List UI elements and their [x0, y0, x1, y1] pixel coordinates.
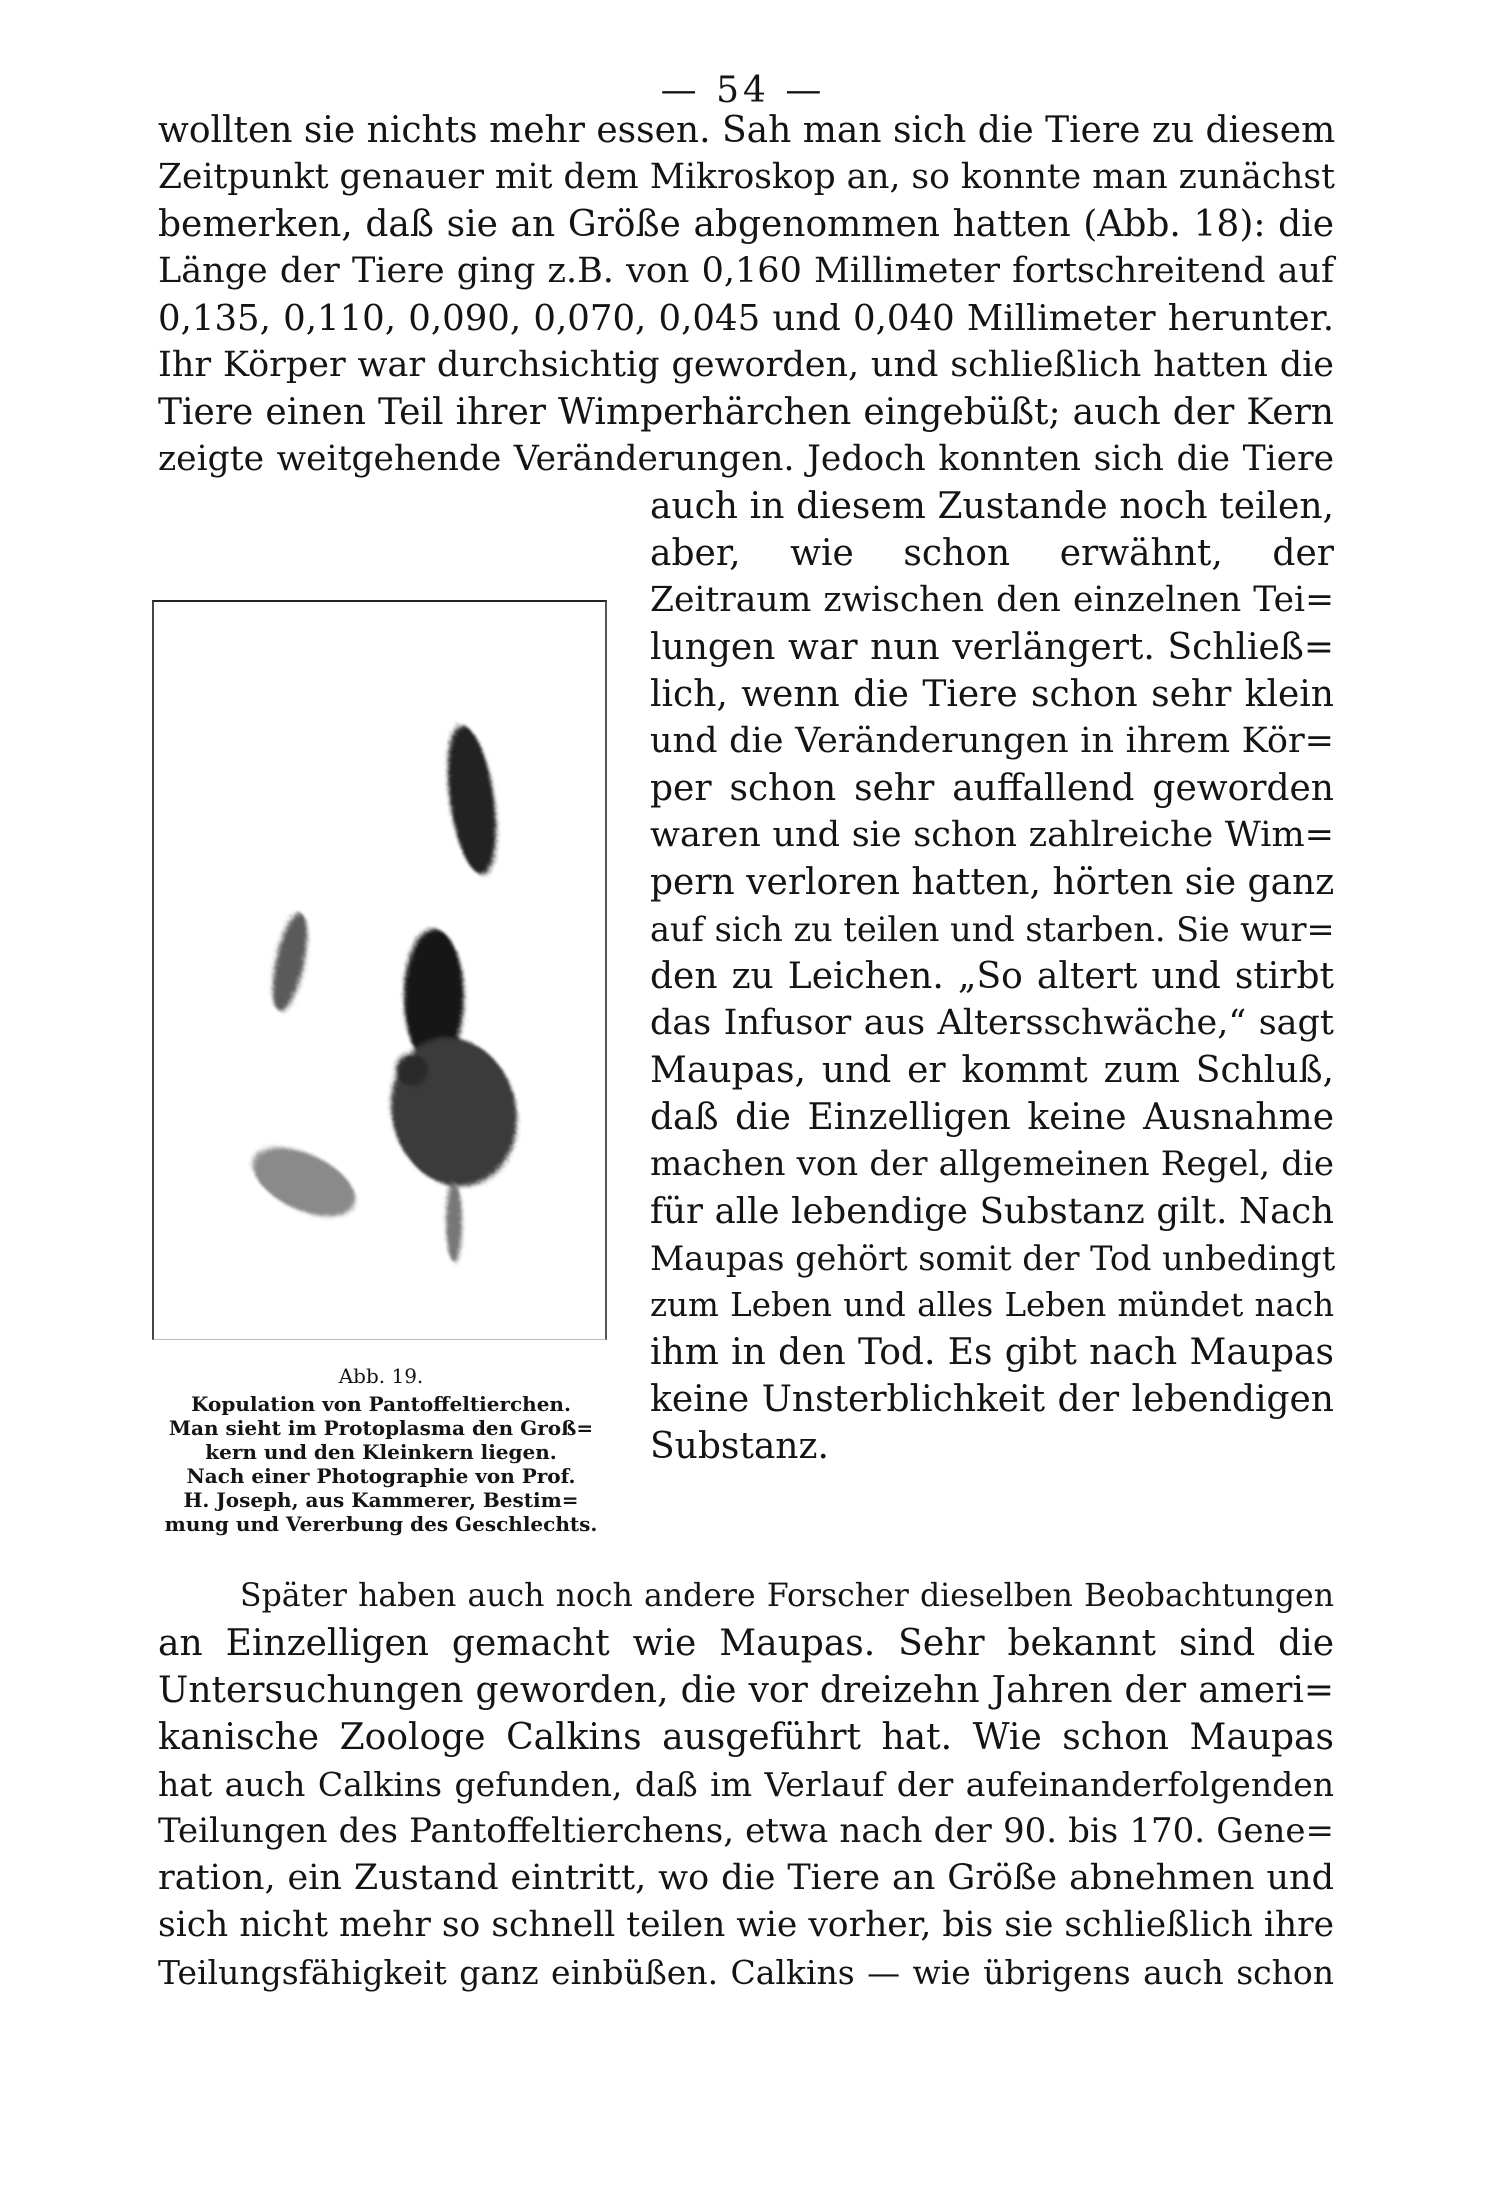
- figure-caption-line: kern und den Kleinkern liegen.: [205, 1440, 557, 1464]
- text-line: kanische Zoologe Calkins ausgeführt hat. Wie schon Maupas: [158, 1717, 1334, 1758]
- text-line: auch in diesem Zustande noch teilen,: [650, 486, 1334, 527]
- text-line: ration, ein Zustand eintritt, wo die Tiere an Größe abnehmen und: [158, 1858, 1334, 1898]
- text-line: waren und sie schon zahlreiche Wim=: [650, 815, 1334, 855]
- text-line: Teilungsfähigkeit ganz einbüßen. Calkins — wie übrigens auch schon: [158, 1953, 1334, 1992]
- text-line: ihm in den Tod. Es gibt nach Maupas: [650, 1332, 1334, 1373]
- figure-caption-line: H. Joseph, aus Kammerer, Bestim=: [183, 1488, 579, 1512]
- text-line: Untersuchungen geworden, die vor dreizehn Jahren der ameri=: [158, 1670, 1334, 1711]
- text-line: 0,135, 0,110, 0,090, 0,070, 0,045 und 0,040 Millimeter herunter.: [158, 298, 1334, 339]
- text-line: für alle lebendige Substanz gilt. Nach: [650, 1191, 1334, 1232]
- text-line: Maupas, und er kommt zum Schluß,: [650, 1050, 1334, 1091]
- text-line: Teilungen des Pantoffeltierchens, etwa nach der 90. bis 170. Gene=: [158, 1811, 1334, 1851]
- text-line: Zeitraum zwischen den einzelnen Tei=: [650, 580, 1334, 620]
- text-line: bemerken, daß sie an Größe abgenommen hatten (Abb. 18): die: [158, 204, 1334, 245]
- text-line: den zu Leichen. „So altert und stirbt: [650, 956, 1334, 997]
- text-line: lungen war nun verlängert. Schließ=: [650, 627, 1334, 668]
- text-line: Tiere einen Teil ihrer Wimperhärchen eingebüßt; auch der Kern: [158, 392, 1334, 433]
- text-line: pern verloren hatten, hörten sie ganz: [650, 862, 1335, 903]
- text-line: das Infusor aus Altersschwäche,“ sagt: [650, 1003, 1334, 1043]
- text-line: zeigte weitgehende Veränderungen. Jedoch konnten sich die Tiere: [158, 439, 1334, 479]
- figure-caption-title: Abb. 19.: [338, 1364, 424, 1388]
- text-line: machen von der allgemeinen Regel, die: [650, 1144, 1334, 1184]
- text-line: zum Leben und alles Leben mündet nach: [650, 1286, 1334, 1324]
- text-line: aber, wie schon erwähnt, der: [650, 533, 1334, 574]
- text-line: Länge der Tiere ging z.B. von 0,160 Millimeter fortschreitend auf: [158, 251, 1334, 291]
- figure-caption-line: mung und Vererbung des Geschlechts.: [164, 1512, 598, 1536]
- figure-caption-line: Nach einer Photographie von Prof.: [186, 1464, 576, 1488]
- figure-caption-line: Man sieht im Protoplasma den Groß=: [168, 1416, 594, 1440]
- page-number: — 54 —: [660, 70, 826, 111]
- text-line: Maupas gehört somit der Tod unbedingt: [650, 1239, 1336, 1278]
- text-line: an Einzelligen gemacht wie Maupas. Sehr bekannt sind die: [158, 1623, 1334, 1664]
- text-line: Später haben auch noch andere Forscher dieselben Beobachtungen: [240, 1578, 1334, 1614]
- text-line: sich nicht mehr so schnell teilen wie vorher, bis sie schließlich ihre: [158, 1905, 1334, 1945]
- text-line: per schon sehr auffallend geworden: [650, 768, 1334, 809]
- text-line: lich, wenn die Tiere schon sehr klein: [650, 674, 1334, 715]
- text-line: auf sich zu teilen und starben. Sie wur=: [650, 910, 1335, 949]
- text-line: keine Unsterblichkeit der lebendigen: [650, 1379, 1334, 1420]
- text-line: wollten sie nichts mehr essen. Sah man sich die Tiere zu diesem: [158, 110, 1336, 151]
- text-line: Ihr Körper war durchsichtig geworden, und schließlich hatten die: [158, 345, 1334, 385]
- figure-photograph: [152, 600, 607, 1340]
- text-line: Zeitpunkt genauer mit dem Mikroskop an, so konnte man zunächst: [158, 157, 1335, 197]
- figure-caption-line: Kopulation von Pantoffeltierchen.: [191, 1392, 571, 1416]
- text-line: daß die Einzelligen keine Ausnahme: [650, 1097, 1334, 1138]
- text-line: hat auch Calkins gefunden, daß im Verlauf der aufeinanderfolgenden: [158, 1765, 1334, 1804]
- text-line: und die Veränderungen in ihrem Kör=: [650, 721, 1334, 761]
- text-line: Substanz.: [650, 1426, 829, 1467]
